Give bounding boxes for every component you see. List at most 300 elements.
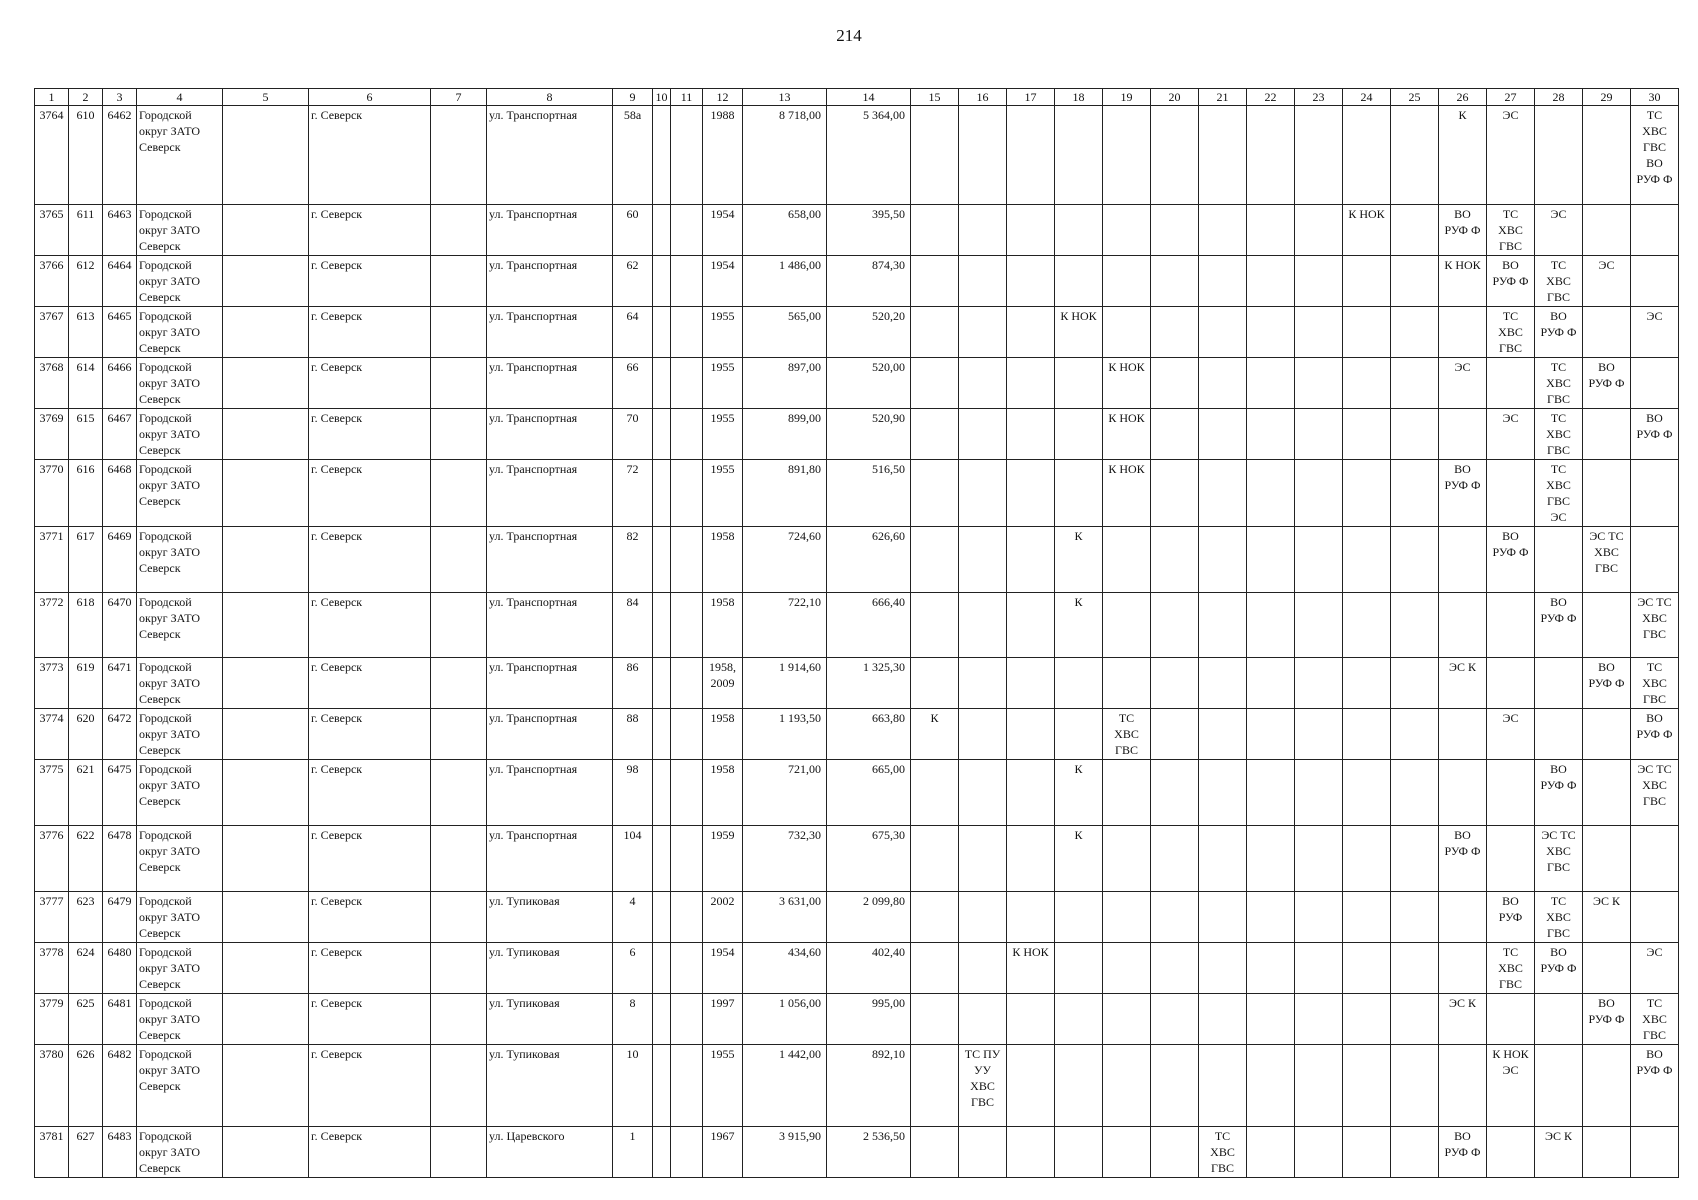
cell-col-24 [1343,826,1391,892]
cell-col-17: К НОК [1007,943,1055,994]
cell-col-4: Городской округ ЗАТО Северск [137,409,223,460]
column-number-3: 3 [103,89,137,106]
cell-col-5 [223,826,309,892]
column-number-17: 17 [1007,89,1055,106]
cell-col-2: 619 [69,658,103,709]
cell-col-14: 5 364,00 [827,106,911,205]
cell-col-20 [1151,1045,1199,1127]
column-number-5: 5 [223,89,309,106]
cell-col-29 [1583,460,1631,527]
cell-col-18 [1055,256,1103,307]
cell-col-11 [671,709,703,760]
cell-col-17 [1007,527,1055,593]
cell-col-7 [431,527,487,593]
cell-col-24 [1343,106,1391,205]
column-number-28: 28 [1535,89,1583,106]
cell-col-22 [1247,307,1295,358]
cell-col-24: К НОК [1343,205,1391,256]
cell-col-5 [223,527,309,593]
cell-col-7 [431,358,487,409]
cell-col-22 [1247,460,1295,527]
cell-col-4: Городской округ ЗАТО Северск [137,256,223,307]
cell-col-19 [1103,205,1151,256]
cell-col-24 [1343,460,1391,527]
cell-col-10 [653,307,671,358]
cell-col-26: ЭС [1439,358,1487,409]
cell-col-14: 1 325,30 [827,658,911,709]
column-number-6: 6 [309,89,431,106]
cell-col-6: г. Северск [309,527,431,593]
cell-col-18 [1055,658,1103,709]
cell-col-10 [653,1127,671,1178]
cell-col-2: 624 [69,943,103,994]
cell-col-23 [1295,409,1343,460]
table-row [35,943,1679,994]
cell-col-11 [671,892,703,943]
cell-col-17 [1007,1127,1055,1178]
cell-col-21 [1199,256,1247,307]
cell-col-10 [653,943,671,994]
cell-col-23 [1295,527,1343,593]
cell-col-2: 613 [69,307,103,358]
cell-col-2: 615 [69,409,103,460]
cell-col-18 [1055,994,1103,1045]
cell-col-22 [1247,658,1295,709]
cell-col-7 [431,460,487,527]
cell-col-11 [671,205,703,256]
column-number-row [35,89,1679,106]
cell-col-18 [1055,460,1103,527]
cell-col-1: 3768 [35,358,69,409]
cell-col-13: 658,00 [743,205,827,256]
cell-col-28 [1535,658,1583,709]
table-row [35,892,1679,943]
cell-col-11 [671,409,703,460]
cell-col-16 [959,892,1007,943]
cell-col-11 [671,358,703,409]
cell-col-30: ВО РУФ Ф [1631,409,1679,460]
table-row [35,1045,1679,1127]
cell-col-9: 58а [613,106,653,205]
cell-col-14: 892,10 [827,1045,911,1127]
cell-col-29 [1583,593,1631,658]
cell-col-17 [1007,826,1055,892]
cell-col-15 [911,527,959,593]
cell-col-3: 6471 [103,658,137,709]
cell-col-25 [1391,709,1439,760]
cell-col-10 [653,205,671,256]
cell-col-10 [653,826,671,892]
cell-col-9: 4 [613,892,653,943]
table-row [35,593,1679,658]
cell-col-5 [223,460,309,527]
cell-col-14: 626,60 [827,527,911,593]
cell-col-18 [1055,1127,1103,1178]
cell-col-12: 1958 [703,527,743,593]
cell-col-9: 70 [613,409,653,460]
column-number-27: 27 [1487,89,1535,106]
column-number-4: 4 [137,89,223,106]
cell-col-12: 1954 [703,205,743,256]
cell-col-16 [959,409,1007,460]
cell-col-19 [1103,1127,1151,1178]
cell-col-11 [671,527,703,593]
cell-col-15 [911,658,959,709]
cell-col-30 [1631,358,1679,409]
cell-col-14: 395,50 [827,205,911,256]
cell-col-14: 995,00 [827,994,911,1045]
cell-col-21 [1199,760,1247,826]
cell-col-11 [671,1127,703,1178]
cell-col-22 [1247,1127,1295,1178]
cell-col-10 [653,409,671,460]
cell-col-21 [1199,409,1247,460]
cell-col-18 [1055,409,1103,460]
cell-col-16 [959,106,1007,205]
cell-col-23 [1295,892,1343,943]
cell-col-20 [1151,994,1199,1045]
cell-col-26: ЭС К [1439,658,1487,709]
cell-col-10 [653,1045,671,1127]
cell-col-19 [1103,307,1151,358]
cell-col-6: г. Северск [309,826,431,892]
cell-col-1: 3780 [35,1045,69,1127]
cell-col-12: 1988 [703,106,743,205]
cell-col-23 [1295,256,1343,307]
cell-col-30 [1631,256,1679,307]
cell-col-29 [1583,205,1631,256]
column-number-23: 23 [1295,89,1343,106]
cell-col-19 [1103,943,1151,994]
cell-col-20 [1151,307,1199,358]
cell-col-1: 3765 [35,205,69,256]
cell-col-17 [1007,709,1055,760]
cell-col-30: ЭС ТС ХВС ГВС [1631,760,1679,826]
cell-col-4: Городской округ ЗАТО Северск [137,307,223,358]
cell-col-14: 520,00 [827,358,911,409]
cell-col-7 [431,256,487,307]
cell-col-12: 1958 [703,593,743,658]
cell-col-2: 618 [69,593,103,658]
cell-col-3: 6465 [103,307,137,358]
cell-col-29 [1583,409,1631,460]
cell-col-29 [1583,760,1631,826]
cell-col-4: Городской округ ЗАТО Северск [137,994,223,1045]
cell-col-12: 1958 [703,760,743,826]
cell-col-9: 62 [613,256,653,307]
column-number-15: 15 [911,89,959,106]
cell-col-27 [1487,658,1535,709]
cell-col-16 [959,760,1007,826]
cell-col-19: К НОК [1103,460,1151,527]
cell-col-16 [959,358,1007,409]
cell-col-25 [1391,307,1439,358]
cell-col-26 [1439,307,1487,358]
cell-col-25 [1391,994,1439,1045]
cell-col-21 [1199,994,1247,1045]
cell-col-13: 897,00 [743,358,827,409]
cell-col-24 [1343,358,1391,409]
cell-col-26 [1439,892,1487,943]
cell-col-10 [653,658,671,709]
cell-col-1: 3778 [35,943,69,994]
column-number-13: 13 [743,89,827,106]
cell-col-14: 2 536,50 [827,1127,911,1178]
cell-col-2: 617 [69,527,103,593]
cell-col-12: 1954 [703,256,743,307]
cell-col-9: 86 [613,658,653,709]
cell-col-20 [1151,658,1199,709]
cell-col-8: ул. Транспортная [487,358,613,409]
cell-col-26 [1439,1045,1487,1127]
cell-col-27 [1487,760,1535,826]
cell-col-18: К [1055,593,1103,658]
cell-col-18: К [1055,826,1103,892]
cell-col-3: 6466 [103,358,137,409]
cell-col-28 [1535,709,1583,760]
cell-col-25 [1391,205,1439,256]
cell-col-27 [1487,460,1535,527]
cell-col-20 [1151,760,1199,826]
cell-col-4: Городской округ ЗАТО Северск [137,892,223,943]
cell-col-22 [1247,256,1295,307]
cell-col-23 [1295,307,1343,358]
cell-col-9: 72 [613,460,653,527]
cell-col-25 [1391,826,1439,892]
cell-col-7 [431,943,487,994]
cell-col-15 [911,106,959,205]
cell-col-29: ВО РУФ Ф [1583,994,1631,1045]
cell-col-13: 8 718,00 [743,106,827,205]
cell-col-18 [1055,358,1103,409]
cell-col-27: ЭС [1487,106,1535,205]
cell-col-28: ВО РУФ Ф [1535,307,1583,358]
cell-col-10 [653,527,671,593]
cell-col-21 [1199,307,1247,358]
cell-col-23 [1295,593,1343,658]
cell-col-9: 1 [613,1127,653,1178]
cell-col-4: Городской округ ЗАТО Северск [137,1127,223,1178]
cell-col-10 [653,709,671,760]
cell-col-8: ул. Транспортная [487,709,613,760]
cell-col-12: 1959 [703,826,743,892]
cell-col-28: ЭС К [1535,1127,1583,1178]
cell-col-1: 3770 [35,460,69,527]
cell-col-22 [1247,943,1295,994]
table-row [35,409,1679,460]
column-number-7: 7 [431,89,487,106]
cell-col-12: 1955 [703,460,743,527]
cell-col-11 [671,994,703,1045]
cell-col-16 [959,256,1007,307]
cell-col-14: 520,90 [827,409,911,460]
cell-col-29: ЭС [1583,256,1631,307]
cell-col-29 [1583,943,1631,994]
cell-col-2: 611 [69,205,103,256]
cell-col-26: ВО РУФ Ф [1439,826,1487,892]
cell-col-21 [1199,205,1247,256]
cell-col-28: ТС ХВС ГВС [1535,358,1583,409]
cell-col-2: 620 [69,709,103,760]
cell-col-5 [223,709,309,760]
cell-col-24 [1343,760,1391,826]
cell-col-29 [1583,307,1631,358]
cell-col-8: ул. Царевского [487,1127,613,1178]
cell-col-20 [1151,943,1199,994]
cell-col-21 [1199,658,1247,709]
cell-col-6: г. Северск [309,205,431,256]
cell-col-9: 64 [613,307,653,358]
cell-col-7 [431,106,487,205]
cell-col-21 [1199,460,1247,527]
cell-col-10 [653,106,671,205]
cell-col-24 [1343,658,1391,709]
cell-col-28: ВО РУФ Ф [1535,760,1583,826]
cell-col-24 [1343,409,1391,460]
cell-col-13: 1 056,00 [743,994,827,1045]
cell-col-9: 98 [613,760,653,826]
cell-col-27: ВО РУФ Ф [1487,256,1535,307]
cell-col-30 [1631,1127,1679,1178]
cell-col-6: г. Северск [309,256,431,307]
cell-col-22 [1247,709,1295,760]
cell-col-7 [431,409,487,460]
cell-col-11 [671,256,703,307]
cell-col-3: 6472 [103,709,137,760]
cell-col-19 [1103,1045,1151,1127]
cell-col-17 [1007,409,1055,460]
cell-col-13: 721,00 [743,760,827,826]
cell-col-5 [223,205,309,256]
cell-col-14: 402,40 [827,943,911,994]
cell-col-2: 625 [69,994,103,1045]
cell-col-17 [1007,1045,1055,1127]
cell-col-21 [1199,892,1247,943]
cell-col-4: Городской округ ЗАТО Северск [137,527,223,593]
cell-col-8: ул. Транспортная [487,205,613,256]
cell-col-5 [223,1045,309,1127]
cell-col-26 [1439,593,1487,658]
cell-col-17 [1007,760,1055,826]
cell-col-8: ул. Транспортная [487,460,613,527]
cell-col-1: 3776 [35,826,69,892]
cell-col-17 [1007,358,1055,409]
cell-col-4: Городской округ ЗАТО Северск [137,943,223,994]
cell-col-25 [1391,409,1439,460]
cell-col-8: ул. Транспортная [487,106,613,205]
cell-col-26: ЭС К [1439,994,1487,1045]
cell-col-12: 1955 [703,409,743,460]
cell-col-6: г. Северск [309,943,431,994]
cell-col-6: г. Северск [309,409,431,460]
cell-col-9: 84 [613,593,653,658]
cell-col-9: 88 [613,709,653,760]
cell-col-11 [671,826,703,892]
cell-col-23 [1295,994,1343,1045]
cell-col-9: 82 [613,527,653,593]
cell-col-13: 434,60 [743,943,827,994]
cell-col-4: Городской округ ЗАТО Северск [137,1045,223,1127]
cell-col-1: 3781 [35,1127,69,1178]
cell-col-23 [1295,1127,1343,1178]
cell-col-5 [223,658,309,709]
cell-col-30: ЭС [1631,943,1679,994]
cell-col-24 [1343,1045,1391,1127]
cell-col-28: ТС ХВС ГВС [1535,409,1583,460]
column-number-12: 12 [703,89,743,106]
cell-col-13: 732,30 [743,826,827,892]
cell-col-16 [959,943,1007,994]
cell-col-5 [223,760,309,826]
cell-col-12: 1955 [703,1045,743,1127]
cell-col-9: 66 [613,358,653,409]
cell-col-17 [1007,593,1055,658]
cell-col-10 [653,994,671,1045]
table-row [35,826,1679,892]
cell-col-15 [911,1127,959,1178]
cell-col-18: К НОК [1055,307,1103,358]
cell-col-23 [1295,205,1343,256]
cell-col-1: 3767 [35,307,69,358]
cell-col-8: ул. Тупиковая [487,1045,613,1127]
cell-col-30 [1631,527,1679,593]
cell-col-20 [1151,1127,1199,1178]
cell-col-16 [959,658,1007,709]
cell-col-27: ВО РУФ Ф [1487,527,1535,593]
column-number-22: 22 [1247,89,1295,106]
cell-col-23 [1295,658,1343,709]
cell-col-19 [1103,892,1151,943]
cell-col-26 [1439,409,1487,460]
cell-col-28: ТС ХВС ГВС [1535,256,1583,307]
cell-col-22 [1247,205,1295,256]
cell-col-29: ВО РУФ Ф [1583,358,1631,409]
cell-col-15 [911,593,959,658]
cell-col-15 [911,892,959,943]
table-row [35,106,1679,205]
cell-col-12: 1955 [703,358,743,409]
column-number-20: 20 [1151,89,1199,106]
cell-col-8: ул. Транспортная [487,527,613,593]
cell-col-21 [1199,106,1247,205]
column-number-29: 29 [1583,89,1631,106]
cell-col-11 [671,943,703,994]
cell-col-24 [1343,527,1391,593]
cell-col-11 [671,106,703,205]
cell-col-20 [1151,106,1199,205]
cell-col-18 [1055,709,1103,760]
cell-col-20 [1151,826,1199,892]
cell-col-15 [911,205,959,256]
cell-col-13: 899,00 [743,409,827,460]
cell-col-26: К [1439,106,1487,205]
table-row [35,460,1679,527]
cell-col-4: Городской округ ЗАТО Северск [137,205,223,256]
cell-col-30: ВО РУФ Ф [1631,709,1679,760]
column-number-19: 19 [1103,89,1151,106]
cell-col-6: г. Северск [309,1045,431,1127]
cell-col-29 [1583,1045,1631,1127]
cell-col-26: К НОК [1439,256,1487,307]
cell-col-21 [1199,709,1247,760]
cell-col-3: 6467 [103,409,137,460]
column-number-21: 21 [1199,89,1247,106]
cell-col-16 [959,709,1007,760]
cell-col-29: ЭС ТС ХВС ГВС [1583,527,1631,593]
cell-col-13: 1 486,00 [743,256,827,307]
table-row [35,358,1679,409]
cell-col-25 [1391,760,1439,826]
